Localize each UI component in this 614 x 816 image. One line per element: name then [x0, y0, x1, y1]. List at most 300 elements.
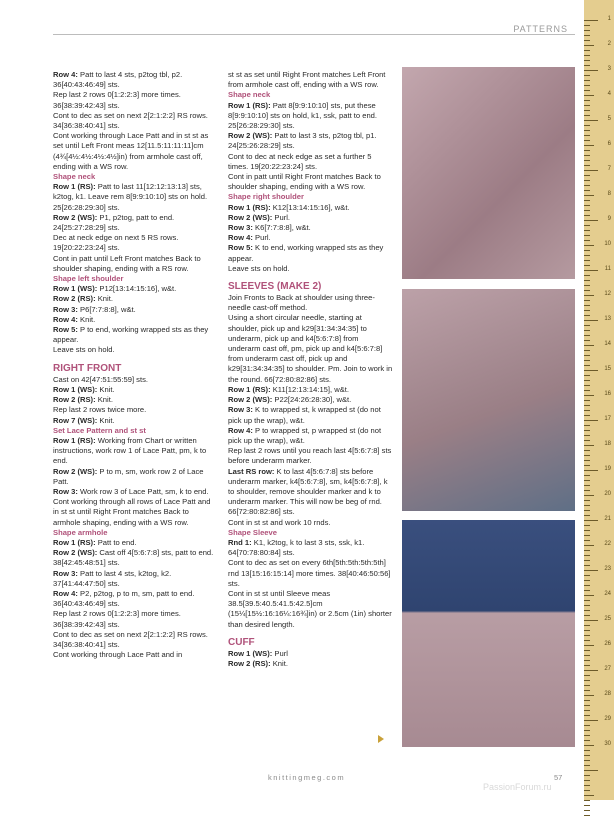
- instruction-text: Rep last 2 rows 0[1:2:2:3] more times. 36[38:39:42:43] sts.: [53, 90, 181, 110]
- ruler-number: 20: [604, 491, 611, 497]
- row-label: Row 1 (RS):: [53, 537, 96, 547]
- ruler-number: 21: [604, 516, 611, 522]
- ruler-tick: [584, 700, 590, 701]
- ruler-tick: [584, 665, 590, 666]
- ruler-tick: [584, 455, 590, 456]
- row-text: K to last 4[5:6:7:8] sts before underarm marker, k4[5:6:7:8], sm, k4[5:6:7:8], k to shoulder, remove shoulder marker and k to underarm marker. This will now be beg of rnd. 66[72:80:82:86] sts.: [228, 466, 388, 517]
- ruler-tick: [584, 55, 590, 56]
- instruction-text: Cont in st st until Sleeve meas 38.5[39.5:40.5:41.5:42.5]cm (15¼[15½:16:16¼:16¾]in) or 2.5cm (1in) shorter than desired length.: [228, 588, 392, 629]
- ruler-tick: [584, 755, 590, 756]
- right-text-column: [228, 70, 393, 669]
- ruler-number: 2: [607, 41, 611, 47]
- row-text: K to end, working wrapped sts as they appear.: [228, 243, 384, 263]
- ruler-number: 25: [604, 616, 611, 622]
- ruler-tick: [584, 775, 590, 776]
- ruler-tick: [584, 740, 590, 741]
- row-label: Row 5:: [228, 243, 253, 253]
- ruler-tick: [584, 435, 590, 436]
- ruler-number: 13: [604, 316, 611, 322]
- instruction-row: [53, 548, 218, 568]
- row-label: Row 4:: [53, 314, 78, 324]
- row-label: Row 3:: [228, 405, 253, 415]
- ruler-tick: [584, 50, 590, 51]
- row-label: Row 4:: [53, 588, 78, 598]
- ruler-tick: [584, 135, 590, 136]
- ruler-tick: [584, 545, 594, 546]
- ruler-tick: [584, 810, 590, 811]
- ruler-tick: [584, 340, 590, 341]
- ruler-tick: [584, 205, 590, 206]
- row-text: Knit.: [99, 384, 115, 394]
- instruction-row: [228, 233, 393, 243]
- ruler-tick: [584, 785, 590, 786]
- watermark: PassionForum.ru: [483, 782, 552, 792]
- ruler-tick: [584, 60, 590, 61]
- ruler-number: 1: [607, 16, 611, 22]
- ruler-tick: [584, 295, 594, 296]
- ruler-tick: [584, 590, 590, 591]
- ruler-tick: [584, 235, 590, 236]
- row-text: Patt to last 4 sts, p2tog tbl, p2. 36[40:43:46:49] sts.: [53, 70, 183, 90]
- ruler-tick: [584, 760, 590, 761]
- ruler-tick: [584, 565, 590, 566]
- row-label: Row 7 (WS):: [53, 415, 98, 425]
- section-heading: CUFF: [228, 636, 255, 648]
- ruler-tick: [584, 660, 590, 661]
- ruler-tick: [584, 450, 590, 451]
- ruler-number: 10: [604, 241, 611, 247]
- subheading: Shape Sleeve: [228, 527, 277, 537]
- ruler-number: 24: [604, 591, 611, 597]
- row-label: Row 3:: [53, 304, 78, 314]
- ruler-tick: [584, 765, 590, 766]
- ruler-tick: [584, 210, 590, 211]
- ruler-tick: [584, 190, 590, 191]
- row-text: Patt 8[9:9:10:10] sts, put these 8[9:9:10:10] sts on hold, k1, ssk, patt to end. 25[26:28:29:30] sts.: [228, 100, 378, 131]
- ruler-tick: [584, 375, 590, 376]
- row-label: Row 3:: [228, 223, 253, 233]
- row-text: Patt to last 3 sts, p2tog tbl, p1. 24[25:26:28:29] sts.: [228, 131, 377, 151]
- row-label: Row 1 (RS):: [228, 202, 271, 212]
- ruler-tick: [584, 245, 594, 246]
- ruler-tick: [584, 445, 594, 446]
- ruler-tick: [584, 605, 590, 606]
- ruler-tick: [584, 730, 590, 731]
- ruler-tick: [584, 140, 590, 141]
- instruction-text: st st as set until Right Front matches Left Front from armhole cast off, ending with a WS row.: [228, 70, 386, 90]
- instruction-text: Cont in patt until Left Front matches Back to shoulder shaping, ending with a RS row.: [53, 253, 201, 273]
- subheading: Shape neck: [228, 90, 271, 100]
- instruction-text: Cont to dec at neck edge as set a further 5 times. 19[20:22:23:24] sts.: [228, 151, 372, 171]
- row-label: Row 3:: [53, 486, 78, 496]
- ruler-tick: [584, 585, 590, 586]
- ruler-tick: [584, 510, 590, 511]
- ruler-tick: [584, 420, 598, 421]
- ruler-tick: [584, 520, 598, 521]
- row-label: Row 1 (RS):: [228, 384, 271, 394]
- ruler-tick: [584, 540, 590, 541]
- ruler-tick: [584, 40, 590, 41]
- ruler-tick: [584, 355, 590, 356]
- instruction-row: [228, 467, 393, 518]
- ruler-tick: [584, 575, 590, 576]
- ruler-number: 26: [604, 641, 611, 647]
- row-text: Purl: [274, 648, 288, 658]
- ruler-tick: [584, 170, 598, 171]
- instruction-row: [53, 467, 218, 487]
- ruler-number: 9: [607, 216, 611, 222]
- ruler-tick: [584, 770, 598, 771]
- ruler-tick: [584, 70, 598, 71]
- ruler-tick: [584, 405, 590, 406]
- ruler-number: 7: [607, 166, 611, 172]
- instruction-row: [53, 416, 218, 426]
- ruler-tick: [584, 75, 590, 76]
- ruler-tick: [584, 720, 598, 721]
- subheading: Shape right shoulder: [228, 192, 304, 202]
- ruler-number: 28: [604, 691, 611, 697]
- row-label: Row 1 (WS):: [228, 648, 273, 658]
- row-text: Working from Chart or written instructions, work row 1 of Lace Patt, pm, k to end.: [53, 435, 207, 466]
- ruler-tick: [584, 320, 598, 321]
- instruction-row: [53, 325, 218, 345]
- ruler-tick: [584, 650, 590, 651]
- ruler-tick: [584, 165, 590, 166]
- ruler-tick: [584, 645, 594, 646]
- ruler-tick: [584, 330, 590, 331]
- section-heading: RIGHT FRONT: [53, 362, 122, 374]
- ruler-tick: [584, 615, 590, 616]
- ruler-tick: [584, 370, 598, 371]
- ruler-tick: [584, 685, 590, 686]
- ruler-tick: [584, 570, 598, 571]
- measuring-ruler: [584, 0, 614, 800]
- instruction-text: Cont to dec as set on next 2[2:1:2:2] RS rows. 34[36:38:40:41] sts.: [53, 110, 208, 131]
- row-text: Knit.: [80, 314, 96, 324]
- ruler-tick: [584, 325, 590, 326]
- ruler-tick: [584, 440, 590, 441]
- ruler-tick: [584, 595, 594, 596]
- ruler-tick: [584, 690, 590, 691]
- ruler-tick: [584, 800, 590, 801]
- ruler-number: 6: [607, 141, 611, 147]
- instruction-text: Cont to dec as set on every 6th[5th:5th:5th:5th] rnd 13[15:16:15:14] more times. 38[40:46:50:56] sts.: [228, 558, 391, 588]
- ruler-tick: [584, 395, 594, 396]
- ruler-tick: [584, 750, 590, 751]
- instruction-row: [53, 487, 218, 497]
- ruler-tick: [584, 265, 590, 266]
- ruler-tick: [584, 745, 594, 746]
- ruler-tick: [584, 680, 590, 681]
- ruler-tick: [584, 20, 598, 21]
- ruler-number: 16: [604, 391, 611, 397]
- ruler-number: 23: [604, 566, 611, 572]
- ruler-tick: [584, 805, 590, 806]
- ruler-tick: [584, 500, 590, 501]
- ruler-number: 3: [607, 66, 611, 72]
- instruction-text: Using a short circular needle, starting at shoulder, pick up and k29[31:34:34:35] to underarm, pick up and k4[5:6:7:8] from underarm cast off, pm, pick up and k4[5:6:7:8] from underarm cast off, pick up and k29[31:34:34:35] to shoulder. Pm. Join to work in the round. 66[72:80:82:86] sts.: [228, 313, 393, 384]
- instruction-row: [53, 284, 218, 294]
- instruction-text: Rep last 2 rows 0[1:2:2:3] more times. 36[38:39:42:43] sts.: [53, 609, 181, 629]
- ruler-tick: [584, 715, 590, 716]
- ruler-tick: [584, 115, 590, 116]
- ruler-tick: [584, 90, 590, 91]
- ruler-number: 18: [604, 441, 611, 447]
- row-label: Row 5:: [53, 325, 78, 335]
- ruler-tick: [584, 35, 590, 36]
- row-label: Row 2 (WS):: [53, 548, 98, 558]
- ruler-number: 4: [607, 91, 611, 97]
- instruction-row: [228, 243, 393, 263]
- row-text: Purl.: [274, 212, 291, 222]
- row-text: P2, p2tog, p to m, sm, patt to end. 36[40:43:46:49] sts.: [53, 588, 195, 609]
- instruction-row: [53, 305, 218, 315]
- instruction-text: Rep last 2 rows twice more.: [53, 405, 147, 415]
- instruction-row: [53, 70, 218, 90]
- ruler-tick: [584, 495, 594, 496]
- row-text: P12[13:14:15:16], w&t.: [99, 284, 177, 294]
- row-text: Knit.: [99, 415, 115, 425]
- ruler-tick: [584, 410, 590, 411]
- instruction-text: Cont working through Lace Patt and in st st as set until Left Front meas 12[11.5:11:11:11]cm (4¾[4½:4½:4½:4½]in) from armhole cast off, ending with a WS row.: [53, 131, 209, 171]
- row-label: Row 4:: [228, 233, 253, 243]
- ruler-tick: [584, 310, 590, 311]
- row-label: Row 1 (RS):: [53, 182, 96, 192]
- ruler-tick: [584, 185, 590, 186]
- ruler-tick: [584, 275, 590, 276]
- instruction-row: [53, 436, 218, 467]
- row-label: Row 2 (WS):: [53, 212, 98, 222]
- ruler-tick: [584, 85, 590, 86]
- ruler-tick: [584, 640, 590, 641]
- instruction-text: Cont working through all rows of Lace Patt and in st st until Right Front matches Back to armhole shaping, ending with a WS row.: [53, 497, 211, 527]
- instruction-row: [228, 426, 393, 446]
- ruler-tick: [584, 125, 590, 126]
- row-label: Rnd 1:: [228, 537, 252, 547]
- ruler-tick: [584, 25, 590, 26]
- row-text: Work row 3 of Lace Patt, sm, k to end.: [80, 486, 209, 496]
- ruler-tick: [584, 270, 598, 271]
- subheading: Shape armhole: [53, 527, 108, 537]
- row-text: P6[7:7:8:8], w&t.: [80, 304, 136, 314]
- left-text-column: [53, 70, 218, 660]
- ruler-tick: [584, 130, 590, 131]
- ruler-tick: [584, 610, 590, 611]
- ruler-tick: [584, 180, 590, 181]
- ruler-tick: [584, 105, 590, 106]
- row-label: Row 1 (RS):: [228, 100, 271, 110]
- instruction-row: [228, 213, 393, 223]
- ruler-tick: [584, 625, 590, 626]
- instruction-row: [228, 395, 393, 405]
- ruler-tick: [584, 280, 590, 281]
- section-heading: SLEEVES (MAKE 2): [228, 281, 322, 293]
- ruler-tick: [584, 735, 590, 736]
- ruler-tick: [584, 225, 590, 226]
- ruler-tick: [584, 65, 590, 66]
- ruler-tick: [584, 150, 590, 151]
- ruler-tick: [584, 120, 598, 121]
- row-text: K6[7:7:8:8], w&t.: [255, 223, 311, 233]
- ruler-tick: [584, 250, 590, 251]
- ruler-number: 22: [604, 541, 611, 547]
- ruler-tick: [584, 315, 590, 316]
- photo-sleeve-cuff: [402, 289, 575, 511]
- ruler-tick: [584, 390, 590, 391]
- instruction-text: Join Fronts to Back at shoulder using three-needle cast-off method.: [228, 293, 375, 313]
- ruler-tick: [584, 780, 590, 781]
- ruler-tick: [584, 400, 590, 401]
- ruler-tick: [584, 430, 590, 431]
- ruler-tick: [584, 470, 598, 471]
- row-label: Row 2 (WS):: [228, 131, 273, 141]
- instruction-text: Cast on 42[47:51:55:59] sts.: [53, 374, 148, 384]
- row-text: Cast off 4[5:6:7:8] sts, patt to end. 38[42:45:48:51] sts.: [53, 548, 214, 568]
- instruction-text: Leave sts on hold.: [53, 345, 115, 355]
- row-text: K12[13:14:15:16], w&t.: [272, 202, 350, 212]
- ruler-tick: [584, 240, 590, 241]
- ruler-tick: [584, 550, 590, 551]
- row-label: Row 4:: [228, 425, 253, 435]
- ruler-tick: [584, 380, 590, 381]
- instruction-row: [53, 395, 218, 405]
- ruler-tick: [584, 505, 590, 506]
- row-label: Row 1 (RS):: [53, 435, 96, 445]
- row-label: Row 2 (RS):: [228, 658, 271, 668]
- instruction-text: Rep last 2 rows until you reach last 4[5:6:7:8] sts before underarm marker.: [228, 446, 392, 466]
- ruler-tick: [584, 160, 590, 161]
- ruler-tick: [584, 560, 590, 561]
- ruler-tick: [584, 530, 590, 531]
- row-label: Row 2 (WS):: [228, 212, 273, 222]
- row-text: P22[24:26:28:30], w&t.: [274, 395, 352, 405]
- ruler-tick: [584, 710, 590, 711]
- instruction-row: [228, 649, 393, 659]
- ruler-number: 8: [607, 191, 611, 197]
- ruler-tick: [584, 30, 590, 31]
- photo-cardigan-back: [402, 520, 575, 747]
- ruler-tick: [584, 415, 590, 416]
- instruction-row: [53, 315, 218, 325]
- ruler-number: 12: [604, 291, 611, 297]
- ruler-tick: [584, 175, 590, 176]
- ruler-tick: [584, 260, 590, 261]
- instruction-row: [228, 131, 393, 151]
- ruler-tick: [584, 385, 590, 386]
- ruler-tick: [584, 790, 590, 791]
- ruler-tick: [584, 365, 590, 366]
- ruler-tick: [584, 335, 590, 336]
- row-text: Knit.: [97, 294, 113, 304]
- row-label: Row 2 (WS):: [53, 466, 98, 476]
- ruler-tick: [584, 795, 594, 796]
- ruler-tick: [584, 285, 590, 286]
- ruler-tick: [584, 220, 598, 221]
- ruler-tick: [584, 515, 590, 516]
- section-label: PATTERNS: [509, 24, 568, 34]
- ruler-tick: [584, 350, 590, 351]
- ruler-tick: [584, 655, 590, 656]
- ruler-number: 15: [604, 366, 611, 372]
- instruction-row: [53, 182, 218, 213]
- ruler-tick: [584, 525, 590, 526]
- ruler-number: 11: [604, 266, 611, 272]
- row-text: K1, k2tog, k to last 3 sts, ssk, k1. 64[70:78:80:84] sts.: [228, 537, 365, 558]
- ruler-tick: [584, 155, 590, 156]
- ruler-number: 29: [604, 716, 611, 722]
- instruction-row: [228, 203, 393, 213]
- row-text: Knit.: [97, 395, 113, 405]
- ruler-tick: [584, 635, 590, 636]
- ruler-tick: [584, 480, 590, 481]
- row-text: K11[12:13:14:15], w&t.: [272, 384, 350, 394]
- row-label: Row 1 (WS):: [53, 284, 98, 294]
- ruler-number: 5: [607, 116, 611, 122]
- ruler-number: 27: [604, 666, 611, 672]
- instruction-row: [228, 101, 393, 132]
- ruler-number: 17: [604, 416, 611, 422]
- row-text: Knit.: [272, 658, 288, 668]
- instruction-text: Dec at neck edge on next 5 RS rows. 19[20:22:23:24] sts.: [53, 233, 179, 253]
- ruler-tick: [584, 670, 598, 671]
- row-label: Row 4:: [53, 70, 78, 79]
- instruction-row: [228, 223, 393, 233]
- ruler-number: 30: [604, 741, 611, 747]
- row-label: Row 1 (WS):: [53, 384, 98, 394]
- ruler-tick: [584, 95, 594, 96]
- ruler-tick: [584, 300, 590, 301]
- instruction-row: [53, 294, 218, 304]
- row-label: Row 2 (RS):: [53, 395, 96, 405]
- ruler-tick: [584, 45, 594, 46]
- ruler-tick: [584, 290, 590, 291]
- row-label: Row 3:: [53, 568, 78, 578]
- ruler-tick: [584, 200, 590, 201]
- instruction-row: [228, 659, 393, 669]
- footer-website: knittingmeg.com: [268, 773, 346, 782]
- ruler-tick: [584, 580, 590, 581]
- row-text: Patt to end.: [97, 537, 137, 547]
- row-label: Row 2 (RS):: [53, 294, 96, 304]
- ruler-tick: [584, 675, 590, 676]
- ruler-tick: [584, 100, 590, 101]
- ruler-tick: [584, 195, 594, 196]
- row-text: P to wrapped st, p wrapped st (do not pick up the wrap), w&t.: [228, 425, 382, 445]
- instruction-text: Cont to dec as set on next 2[2:1:2:2] RS rows. 34[36:38:40:41] sts.: [53, 629, 208, 649]
- row-text: P1, p2tog, patt to end. 24[25:27:28:29] sts.: [53, 212, 175, 233]
- instruction-row: [53, 538, 218, 548]
- ruler-number: 19: [604, 466, 611, 472]
- ruler-tick: [584, 345, 594, 346]
- ruler-tick: [584, 535, 590, 536]
- instruction-text: Cont in st st and work 10 rnds.: [228, 517, 331, 527]
- ruler-tick: [584, 215, 590, 216]
- instruction-text: Cont working through Lace Patt and in: [53, 650, 183, 660]
- ruler-tick: [584, 465, 590, 466]
- row-text: K to wrapped st, k wrapped st (do not pick up the wrap), w&t.: [228, 405, 381, 425]
- instruction-row: [228, 538, 393, 558]
- row-label: Last RS row:: [228, 466, 275, 476]
- instruction-row: [53, 569, 218, 589]
- continue-arrow-icon: [378, 735, 384, 743]
- ruler-tick: [584, 425, 590, 426]
- row-text: Purl.: [255, 233, 271, 243]
- instruction-row: [53, 589, 218, 609]
- ruler-tick: [584, 485, 590, 486]
- row-text: Patt to last 4 sts, k2tog, k2. 37[41:44:47:50] sts.: [53, 568, 172, 588]
- subheading: Shape left shoulder: [53, 274, 124, 284]
- ruler-tick: [584, 145, 594, 146]
